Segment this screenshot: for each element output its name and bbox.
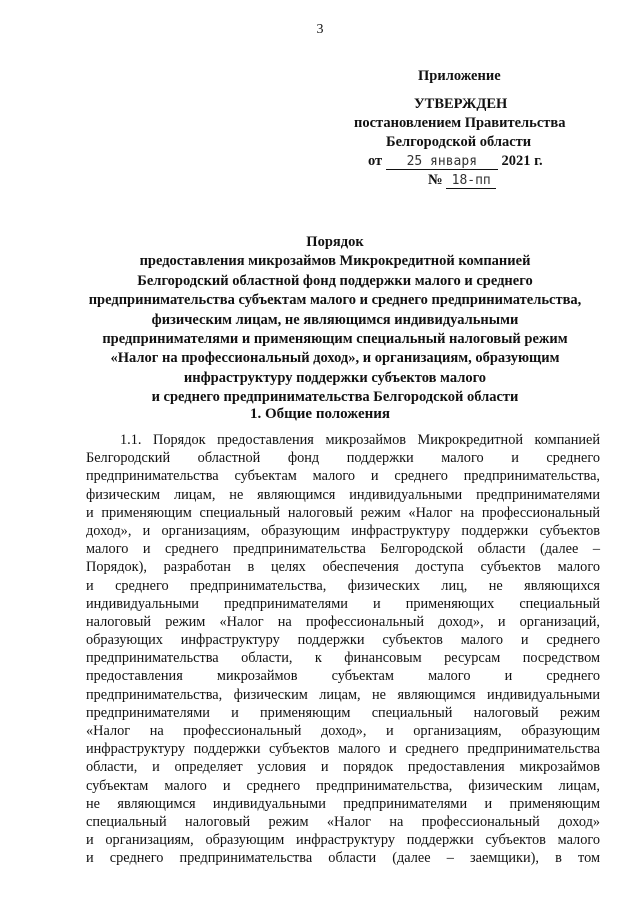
- body-line: предоставления микрозаймов субъектам малого и среднего: [86, 668, 600, 685]
- title-line: предпринимателями и применяющим специальный налоговый режим: [102, 331, 568, 348]
- title-line: предпринимательства субъектам малого и среднего предпринимательства,: [88, 292, 582, 309]
- title-line: Порядок: [306, 234, 364, 250]
- body-line: субъектам малого и среднего предпринимательства, физическим лицам,: [86, 777, 600, 794]
- number-value: 18-пп: [446, 174, 496, 189]
- body-line: не являющимся индивидуальными предпринимателями и применяющим: [86, 795, 600, 812]
- number-prefix: №: [428, 172, 443, 188]
- date-prefix: от: [368, 153, 383, 169]
- body-line: и применяющим специальный налоговый режим «Налог на профессиональный: [86, 504, 600, 521]
- body-line: инфраструктуру поддержки субъектов малого и среднего предпринимательства: [86, 741, 600, 758]
- decree-label: постановлением Правительства: [354, 115, 566, 131]
- title-line: инфраструктуру поддержки субъектов малого: [183, 369, 487, 386]
- body-line: Белгородский областной фонд поддержки малого и среднего: [86, 450, 600, 467]
- title-line: «Налог на профессиональный доход», и организациям, образующим: [110, 350, 560, 367]
- body-line: предпринимательства субъектам малого и среднего предпринимательства,: [86, 468, 600, 485]
- region-label: Белгородской области: [386, 134, 532, 150]
- body-line: и среднего предпринимательства, физических лиц, не являющихся: [86, 577, 600, 594]
- page-number: 3: [316, 22, 324, 37]
- body-line: 1.1. Порядок предоставления микрозаймов Микрокредитной компанией: [120, 432, 600, 448]
- body-line: предпринимателями и применяющим специальный налоговый режим: [86, 704, 600, 721]
- decree-date: [368, 153, 543, 170]
- body-line: налоговый режим «Налог на профессиональный доход», и организаций,: [86, 613, 600, 630]
- appendix-label: Приложение: [418, 68, 501, 84]
- body-line: области, и определяет условия и порядок предоставления микрозаймов: [86, 759, 600, 776]
- year-suffix: 2021 г.: [501, 153, 543, 169]
- date-value: 25 января: [386, 155, 498, 170]
- body-line: и среднего предпринимательства области (далее – заемщики), в том: [86, 850, 600, 867]
- body-line: физическим лицам, не являющимся индивидуальными предпринимателями: [86, 486, 600, 503]
- decree-number: [428, 172, 496, 189]
- body-line: специальный налоговый режим «Налог на профессиональный доход»: [86, 813, 600, 830]
- body-paragraph: [86, 431, 600, 868]
- approved-label: УТВЕРЖДЕН: [414, 96, 508, 112]
- title-line: и среднего предпринимательства Белгородской области: [151, 389, 519, 406]
- document-title: [70, 233, 600, 408]
- body-line: и организациям, образующим инфраструктуру поддержки субъектов малого: [86, 832, 600, 849]
- title-line: физическим лицам, не являющимся индивидуальными: [151, 311, 519, 328]
- body-line: индивидуальными предпринимателями и применяющих специальный: [86, 595, 600, 612]
- body-line: доход», и организациям, образующим инфраструктуру поддержки субъектов: [86, 522, 600, 539]
- body-line: предпринимательства области, к финансовым ресурсам посредством: [86, 650, 600, 667]
- body-line: «Налог на профессиональный доход», и организациям, образующим: [86, 723, 600, 739]
- section-heading: 1. Общие положения: [249, 406, 391, 422]
- title-line: предоставления микрозаймов Микрокредитной компанией: [139, 253, 531, 270]
- body-line: предпринимательства, физическим лицам, не являющимся индивидуальными: [86, 686, 600, 703]
- body-line: Порядок), разработан в целях обеспечения доступа субъектов малого: [86, 559, 600, 576]
- body-line: малого и среднего предпринимательства Белгородской области (далее –: [86, 541, 600, 558]
- body-line: образующих инфраструктуру поддержки субъектов малого и среднего: [86, 632, 600, 649]
- title-line: Белгородский областной фонд поддержки малого и среднего: [137, 272, 533, 289]
